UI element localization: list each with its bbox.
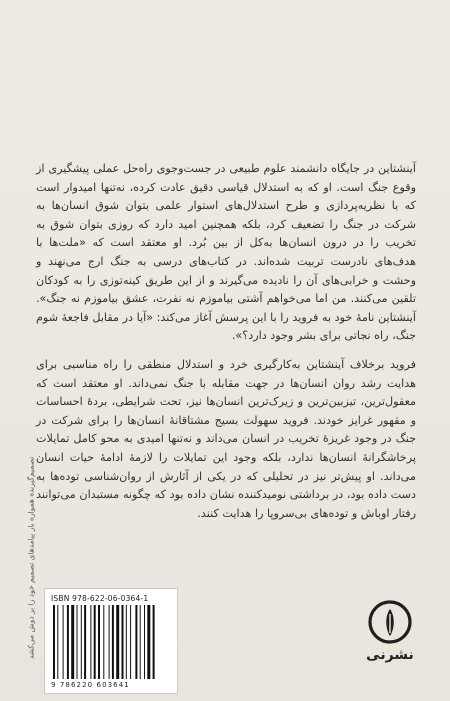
nashr-ney-logo-icon <box>368 600 412 644</box>
publisher-logo <box>363 600 417 663</box>
barcode-box <box>44 588 178 694</box>
isbn-label: ISBN 978-622-06-0364-1 <box>51 594 149 603</box>
blurb-paragraph-2: فروید برخلاف آینشتاین به‌کارگیری خرد و استدلال منطقی را راه مناسبی برای هدایت رشد روان انسان‌ها در جهت مقابله با جنگ نمی‌داند. او معتقد است که معقول‌ترین، تیزبین‌ترین و زیرک‌ترین انسان‌ها نیز، تحت شرایطی، بردهٔ احساسات و مقهور غرایز خودند. فروید سهولت بسیج مشتاقانهٔ انسان‌ها را برای شرکت در جنگ در وجود غریزهٔ تخریب در انسان می‌داند و نه‌تنها امیدی به محو کامل تمایلات پرخاشگرانهٔ انسان‌ها ندارد، بلکه وجود این تمایلات را لازمهٔ ادامهٔ حیات انسان می‌داند. او پیش‌تر نیز در تحلیلی که در یکی از آثارش از روان‌شناسی توده‌ها به دست داده بود، در برداشتی نومیدکننده نشان داده بود که چگونه مستبدان می‌توانند رفتار اوباش و توده‌های بی‌سروپا را هدایت کنند. <box>36 357 416 520</box>
barcode-number: 9 786220 603641 <box>51 681 130 689</box>
vertical-note <box>24 430 38 685</box>
vertical-note-text: تصمیم‌گیرنده همواره بار پیامدهای تصمیم خود را بر دوش می‌کشد <box>26 456 36 659</box>
blurb-text <box>36 160 416 533</box>
publisher-name: نشرنی <box>366 647 414 663</box>
blurb-paragraph-1: آینشتاین در جایگاه دانشمند علوم طبیعی در جست‌وجوی راه‌حل عملی پیشگیری از وقوع جنگ است. او که به استدلال قیاسی دقیق عادت کرده، نه‌تنها امیدوار است که با نظریه‌پردازی و طرح استدلال‌های استوار علمی بتوان شوق انسان‌ها به شرکت در جنگ را تضعیف کرد، بلکه همچنین امید دارد که روزی بتوان شوق به تخریب را در درون انسان‌ها به‌کل از بین بُرد. او معتقد است که «ملت‌ها با هدف‌های نادرست تربیت شده‌اند. در کتاب‌های درسی به جنگ ارج می‌نهند و وحشت و خرابی‌های آن را نادیده می‌گیرند و از این طریق کینه‌توزی را به کودکان تلقین می‌کنند. من اما می‌خواهم آشتی بیاموزم نه نفرت، عشق بیاموزم نه جنگ». آینشتاین نامهٔ خود به فروید را با این پرسش آغاز می‌کند: «آیا در مقابل فاجعهٔ شوم جنگ، راه نجاتی برای بشر وجود دارد؟». <box>36 162 416 343</box>
barcode-icon <box>51 605 171 679</box>
